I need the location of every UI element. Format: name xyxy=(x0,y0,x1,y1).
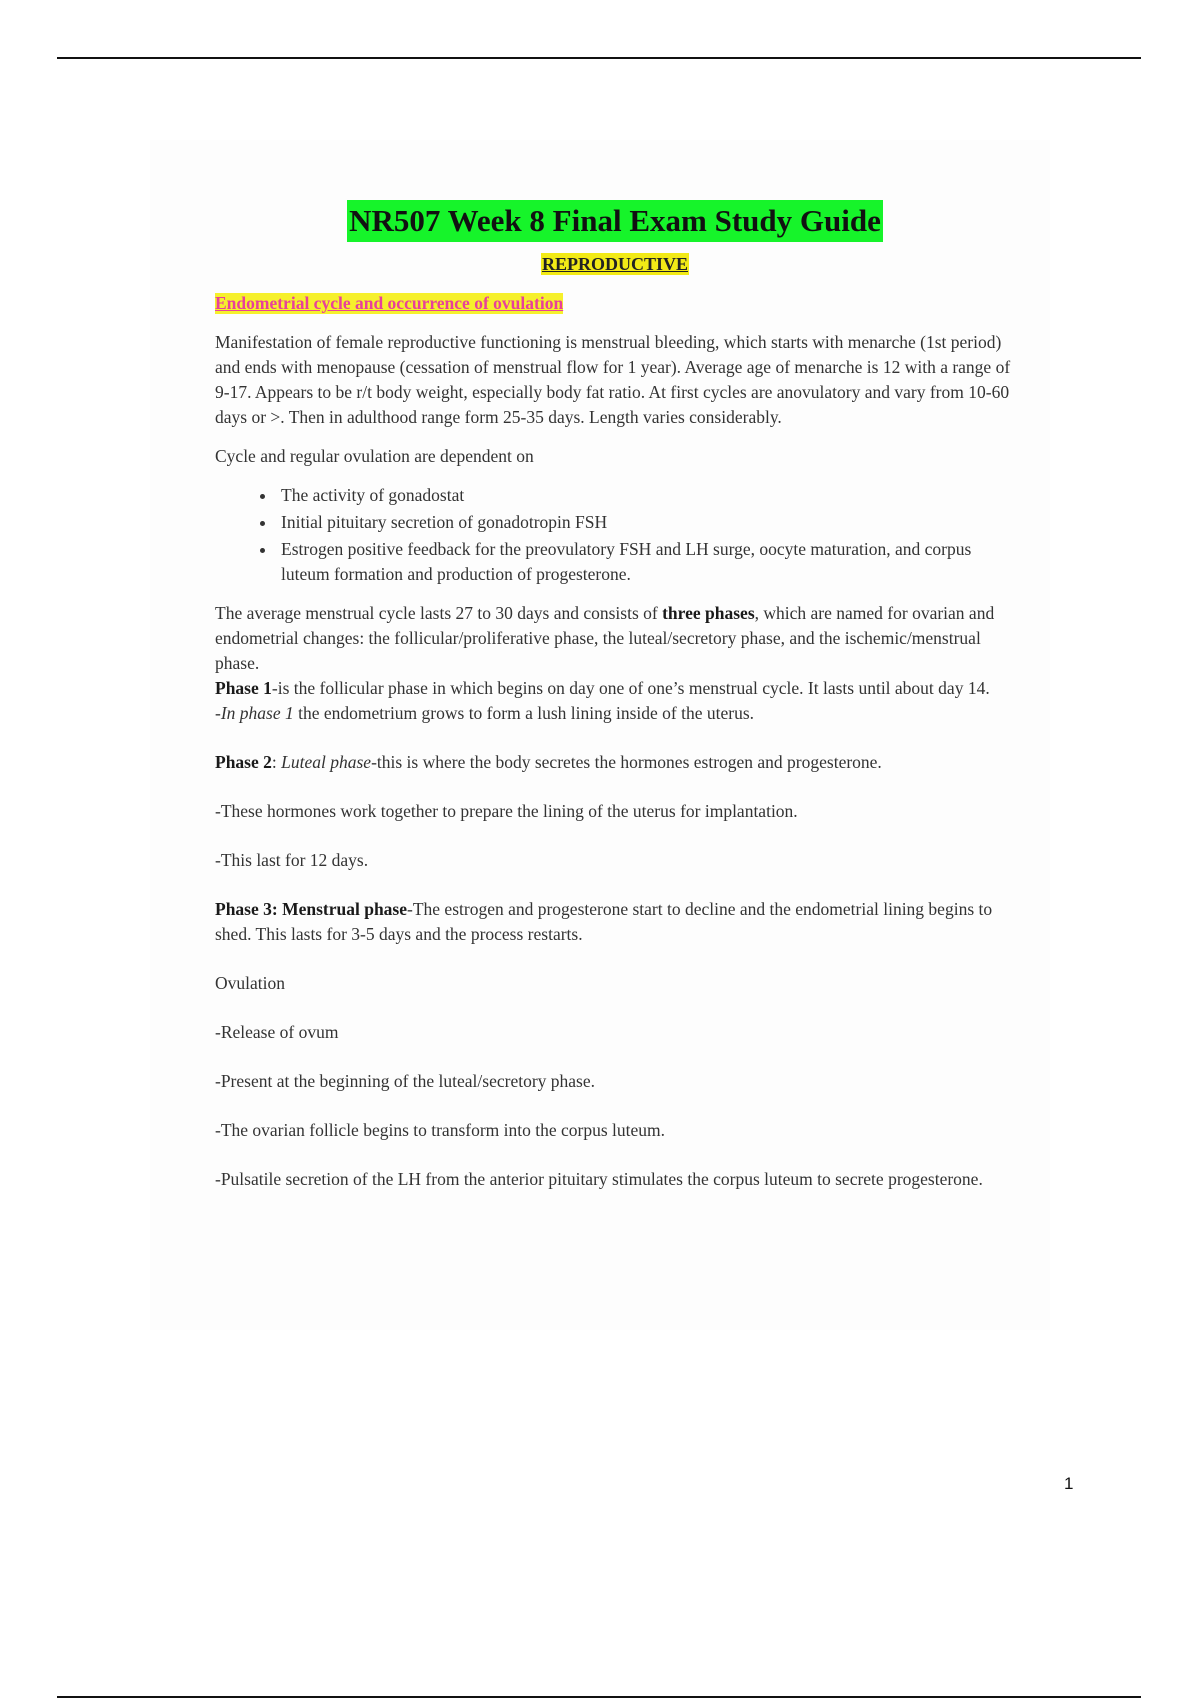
dependency-list xyxy=(215,483,1015,587)
section-block xyxy=(215,252,1015,277)
section-heading: REPRODUCTIVE xyxy=(541,254,688,274)
list-item: • Initial pituitary secretion of gonadotropin FSH xyxy=(277,510,1015,535)
phase3-text: -The estrogen and progesterone start to decline and the endometrial lining begins to shed. This lasts for 3-5 days and the process restarts. xyxy=(215,899,993,944)
ovulation-heading: Ovulation xyxy=(215,973,285,993)
phase1-note xyxy=(215,701,1015,726)
list-item: • The activity of gonadostat xyxy=(277,483,1015,508)
subheading-block xyxy=(215,291,1015,330)
ovulation-line: -The ovarian follicle begins to transform into the corpus luteum. xyxy=(215,1120,666,1140)
ovulation-line: -Release of ovum xyxy=(215,1022,339,1042)
subheading: Endometrial cycle and occurrence of ovulation xyxy=(215,293,564,313)
phase1-note-italic: -In phase 1 xyxy=(215,703,294,723)
phase2-note: -These hormones work together to prepare the lining of the uterus for implantation. xyxy=(215,801,798,821)
phase2-italic: Luteal phase xyxy=(281,752,372,772)
phase2-paragraph xyxy=(215,750,1015,775)
phase2-text: -this is where the body secretes the hormones estrogen and progesterone. xyxy=(371,752,882,772)
phases-bold: three phases xyxy=(662,603,755,623)
phase2-sep: : xyxy=(271,752,282,772)
phase1-label: Phase 1 xyxy=(215,678,272,698)
phase3-label: Phase 3: Menstrual phase xyxy=(215,899,408,919)
document-body xyxy=(215,200,1015,1216)
ovulation-line: -Present at the beginning of the luteal/secretory phase. xyxy=(215,1071,596,1091)
phases-text-after: , which are named for ovarian and endometrial changes: the follicular/proliferative phase, the luteal/secretory phase, and the ischemic/menstrual phase. xyxy=(215,603,995,673)
phase1-paragraph xyxy=(215,676,1015,701)
page-number: 1 xyxy=(1064,1474,1074,1493)
list-item: • Estrogen positive feedback for the preovulatory FSH and LH surge, oocyte maturation, and corpus luteum formation and production of progesterone. xyxy=(277,537,1015,587)
phase1-text: -is the follicular phase in which begins on day one of one’s menstrual cycle. It lasts until about day 14. xyxy=(271,678,990,698)
phase2-note: -This last for 12 days. xyxy=(215,850,369,870)
dependency-intro: Cycle and regular ovulation are dependent on xyxy=(215,446,534,466)
phase1-note-text: the endometrium grows to form a lush lining inside of the uterus. xyxy=(293,703,755,723)
ovulation-line: -Pulsatile secretion of the LH from the anterior pituitary stimulates the corpus luteum to secrete progesterone. xyxy=(215,1169,983,1189)
phase3-paragraph xyxy=(215,897,1015,947)
intro-paragraph: Manifestation of female reproductive functioning is menstrual bleeding, which starts with menarche (1st period) and ends with menopause (cessation of menstrual flow for 1 year). Average age of menarche is 12 with a range of 9-17. Appears to be r/t body weight, especially body fat ratio. At first cycles are anovulatory and vary from 10-60 days or >. Then in adulthood range form 25-35 days. Length varies considerably. xyxy=(215,332,1011,427)
title-block xyxy=(215,200,1015,242)
document-title: NR507 Week 8 Final Exam Study Guide xyxy=(347,200,883,242)
phases-text-before: The average menstrual cycle lasts 27 to 30 days and consists of xyxy=(215,603,663,623)
bottom-rule xyxy=(57,1696,1141,1698)
phase2-label: Phase 2 xyxy=(215,752,272,772)
phases-paragraph xyxy=(215,601,1015,676)
top-rule xyxy=(57,57,1141,59)
